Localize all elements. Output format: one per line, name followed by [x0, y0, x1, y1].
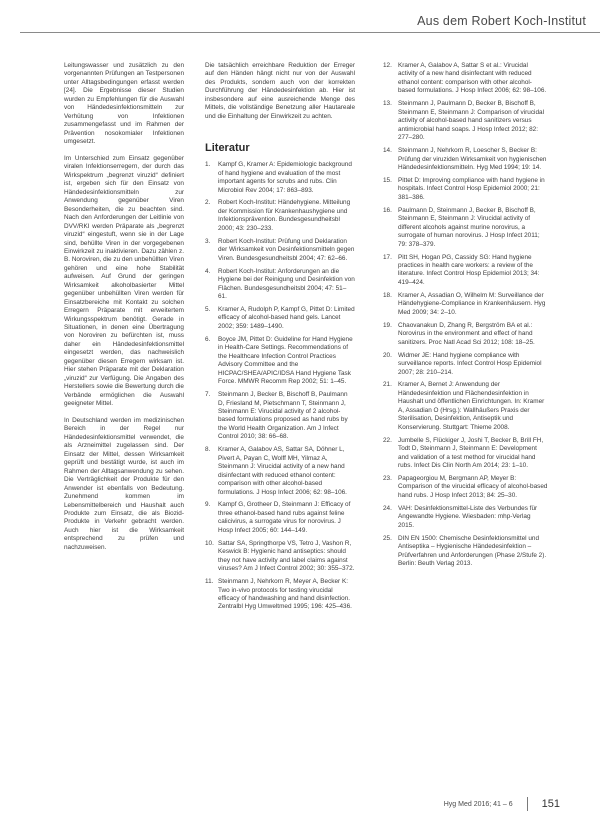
reference-number: 15. — [383, 176, 392, 184]
reference-number: 3. — [205, 237, 211, 245]
reference-number: 6. — [205, 335, 211, 343]
reference-item — [205, 161, 355, 195]
reference-text: Boyce JM, Pittet D: Guideline for Hand Hygiene in Health-Care Settings. Recommendations of the Healthcare Infection Control Practices Advisory Committee and the HICPAC/SHEA/APIC/IDSA Hand Hygiene Task Force. MMWR Recomm Rep 2002; 51: 1–45. — [218, 335, 353, 386]
reference-number: 14. — [383, 147, 392, 155]
reference-number: 24. — [383, 504, 392, 512]
reference-text: Kramer A, Rudolph P, Kampf G, Pittet D: Limited efficacy of alcohol-based hand gels. Lancet 2002; 359: 1489–1490. — [218, 305, 355, 330]
reference-item — [383, 535, 548, 569]
reference-text: Steinmann J, Becker B, Bischoff B, Paulmann D, Friesland M, Pietschmann T, Steinmann J, Steinmann E: Virucidal activity of 2 alcohol-based formulations proposed as hand rubs by the World Health Organization. Am J Infect Control 2010; 38: 66–68. — [218, 391, 348, 441]
reference-item — [383, 505, 548, 530]
reference-text: Kampf G, Kramer A: Epidemiologic background of hand hygiene and evaluation of the most important agents for scrubs and rubs. Clin Microbiol Rev 2004; 17: 863–893. — [218, 161, 352, 194]
reference-text: Sattar SA, Springthorpe VS, Tetro J, Vashon R, Keswick B: Hygienic hand antiseptics: should they not have activity and label claims against viruses? Am J Infect Control 2002; 30: 355–372. — [218, 539, 355, 573]
text-column-right — [383, 62, 548, 573]
reference-number: 2. — [205, 199, 211, 207]
reference-number: 10. — [205, 539, 214, 547]
literatur-heading: Literatur — [205, 142, 250, 155]
reference-item — [205, 578, 355, 612]
reference-text: Kramer A, Assadian O, Wilhelm M: Surveillance der Händehygiene-Compliance in Krankenhäusern. Hyg Med 2009; 34: 2–10. — [398, 291, 546, 316]
page-number: 151 — [541, 798, 560, 810]
reference-text: Jumbelle S, Flückiger J, Joshi T, Becker B, Brill FH, Todt D, Steinmann J, Steinmann E: Development and validation of a test method for virucidal hand rubs. Infect Dis Clin North Am 2014; 23: 1–10. — [398, 436, 544, 470]
reference-item — [383, 100, 548, 142]
running-header: Aus dem Robert Koch-Institut — [417, 14, 586, 28]
reference-number: 12. — [383, 62, 392, 69]
reference-item — [205, 238, 355, 263]
reference-item — [205, 391, 355, 442]
reference-item — [205, 306, 355, 331]
reference-text: Kramer A, Galabov A, Sattar S et al.: Virucidal activity of a new hand disinfectant with reduced ethanol content: comparison with other alcohol-based formulations. J Hosp Infect 2006; 62: 98–106. — [398, 62, 547, 95]
reference-text: Steinmann J, Nehrkorn R, Meyer A, Becker K: Two in-vivo protocols for testing virucidal efficacy of handwashing and hand disinfection. Zentralbl Hyg Umweltmed 1995; 196: 425–436. — [218, 578, 352, 611]
reference-text: Widmer JE: Hand hygiene compliance with surveillance reports. Infect Control Hosp Epidemiol 2007; 28: 210–214. — [398, 351, 542, 376]
reference-text: Paulmann D, Steinmann J, Becker B, Bischoff B, Steinmann E, Steinmann J: Virucidal activity of different alcohols against murine norovirus, a surrogate of human norovirus. J Hosp Infect 2011; 79: 378–379. — [398, 206, 540, 248]
reference-number: 5. — [205, 305, 211, 313]
reference-number: 18. — [383, 291, 392, 299]
reference-text: Kampf G, Grotheer D, Steinmann J: Efficacy of three ethanol-based hand rubs against feline calicivirus, a surrogate virus for norovirus. J Hosp Infect 2005; 60: 144–149. — [218, 501, 351, 534]
reference-text: Pittet D: Improving compliance with hand hygiene in hospitals. Infect Control Hosp Epidemiol 2000; 21: 381–386. — [398, 176, 545, 201]
reference-number: 9. — [205, 501, 211, 509]
reference-item — [383, 292, 548, 317]
reference-item — [205, 501, 355, 535]
reference-item — [383, 207, 548, 249]
reference-text: Steinmann J, Nehrkorn R, Loescher S, Becker B: Prüfung der viruziden Wirksamkeit von hygienischen Händedesinfektionsmitteln. Hyg Med 1994; 19: 14. — [398, 147, 547, 171]
reference-number: 25. — [383, 534, 392, 542]
journal-citation: Hyg Med 2016; 41 – 6 — [443, 800, 513, 808]
reference-number: 20. — [383, 351, 392, 359]
paragraph: In Deutschland werden im medizinischen Bereich in der Regel nur Händedesinfektionsmittel verwendet, die als Arzneimittel zugelassen sind. Der Einsatz der Mittel, dessen Wirksamkeit geprüft und bestätigt wurde, ist auch im Rahmen der Alltagsanwendung zu sehen. Die Verträglichkeit der Produkte für den Anwender ist ebenfalls von Bedeutung. Zunehmend kommen im Lebensmittelbereich und Haushalt auch Produkte zum Einsatz, die als Biozid-Produkte in Verkehr gebracht werden. Auch hier ist die Wirksamkeit entsprechend zu prüfen und nachzuweisen. — [64, 417, 184, 551]
reference-number: 7. — [205, 391, 211, 399]
reference-text: Robert Koch-Institut: Prüfung und Deklaration der Wirksamkeit von Desinfektionsmitteln gegen Viren. Bundesgesundheitsbl 2004; 47: 62–66. — [218, 237, 355, 262]
reference-item — [383, 254, 548, 288]
reference-text: Steinmann J, Paulmann D, Becker B, Bischoff B, Steinmann E, Steinmann J: Comparison of virucidal activity of alcohol-based hand sanitizers versus antimicrobial hand soaps. J Hosp Infect 2012; 82: 277–280. — [398, 100, 544, 142]
reference-number: 13. — [383, 100, 392, 108]
paragraph: Leitungswasser und zusätzlich zu den vorgenannten Prüfungen an Testpersonen unter Alltagsbedingungen erfasst werden [24]. Die Ergebnisse dieser Studien wurden zu Empfehlungen für die Auswahl von Händedesinfektionsmitteln zur Verhütung von Infektionen zusammengefasst und im Rahmen der Prävention nosokomialer Infektionen umgesetzt. — [64, 62, 184, 146]
reference-item — [383, 322, 548, 347]
text-column-left — [64, 62, 184, 561]
reference-text: Robert Koch-Institut: Anforderungen an die Hygiene bei der Reinigung und Desinfektion von Flächen. Bundesgesundheitsbl 2004; 47: 51–61. — [218, 267, 355, 301]
reference-list — [383, 62, 548, 569]
reference-number: 22. — [383, 436, 392, 444]
reference-text: Chaovanakun D, Zhang R, Bergström BA et al.: Norovirus in the environment and effect of hand sanitizers. Proc Natl Acad Sci 2012; 108: 18–25. — [398, 321, 535, 346]
reference-item — [383, 352, 548, 377]
reference-number: 16. — [383, 206, 392, 214]
reference-item — [205, 446, 355, 497]
reference-item — [383, 147, 548, 172]
reference-text: VAH: Desinfektionsmittel-Liste des Verbundes für Angewandte Hygiene. Wiesbaden: mhp-Verlag 2015. — [398, 504, 538, 529]
reference-item — [205, 199, 355, 233]
header-rule — [20, 32, 600, 33]
reference-text: Kramer A, Bernet J: Anwendung der Händedesinfektion und Flächendesinfektion in Haushalt und öffentlichen Einrichtungen. In: Kramer A, Assadian O (Hrsg.): Wallhäußers Praxis der Sterilisation, Desinfektion, Antiseptik und Konservierung. Stuttgart: Thieme 2008. — [398, 381, 545, 431]
paragraph: Die tatsächlich erreichbare Reduktion der Erreger auf den Händen hängt nicht nur von der Auswahl des Produkts, sondern auch von der korrekten Durchführung der Händedesinfektion ab. Hier ist insbesondere auf eine ausreichende Menge des Mittels, die vollständige Benetzung aller Hautareale und die Einhaltung der Einwirkzeit zu achten. — [205, 62, 355, 120]
reference-text: Papageorgiou M, Bergmann AP, Meyer B: Comparison of the virucidal efficacy of alcohol-based hand rubs. J Hosp Infect 2013; 84: 25–30. — [398, 474, 548, 499]
reference-text: Robert Koch-Institut: Händehygiene. Mitteilung der Kommission für Krankenhaushygiene und Infektionsprävention. Bundesgesundheitsbl 2000; 43: 230–233. — [218, 199, 351, 232]
reference-item — [383, 475, 548, 500]
reference-number: 11. — [205, 578, 214, 586]
reference-number: 1. — [205, 161, 211, 169]
reference-item — [383, 62, 548, 96]
reference-number: 4. — [205, 267, 211, 275]
reference-number: 8. — [205, 446, 211, 454]
reference-number: 17. — [383, 253, 392, 261]
reference-item — [205, 336, 355, 387]
reference-number: 19. — [383, 321, 392, 329]
reference-text: Kramer A, Galabov AS, Sattar SA, Döhner L, Pivert A, Payan C, Wolff MH, Yilmaz A, Steinmann J: Virucidal activity of a new hand disinfectant with reduced ethanol content: comparison with other alcohol-based formulations. J Hosp Infect 2006; 62: 98–106. — [218, 446, 347, 496]
reference-number: 23. — [383, 474, 392, 482]
reference-number: 21. — [383, 381, 392, 389]
reference-item — [383, 437, 548, 471]
paragraph: Im Unterschied zum Einsatz gegenüber viralen Infektionserregern, der durch das Wirkspektrum „begrenzt viruzid“ definiert ist, ergeben sich für den Einsatz von Händedesinfektionsmitteln zur Anwendung gegenüber Viren Besonderheiten, die zu beachten sind. Nach den Anforderungen der Leitlinie von DVV/RKI werden Präparate als „begrenzt viruzid“ eingestuft, wenn sie in der Lage sind, behüllte Viren in der vorgegebenen Einwirkzeit zu inaktivieren. Dazu zählen z. B. Noroviren, die zu den unbehüllten Viren gehören und eine hohe Stabilität aufweisen. Auf Grund der geringen Wirksamkeit alkoholbasierter Mittel gegenüber unbehüllten Viren werden für Einsatzbereiche mit Kontakt zu solchen Erregern Präparate mit erweitertem Wirkungsspektrum benötigt. Gerade in Situationen, in denen eine Übertragung von Noroviren zu befürchten ist, muss daher ein Händedesinfektionsmittel eingesetzt werden, das nachweislich gegenüber diesen Erregern wirksam ist. Hier stehen Präparate mit der Deklaration „viruzid“ zur Verfügung. Die Angaben des Herstellers sowie die Bewertung durch die Verbände ermöglichen die Auswahl geeigneter Mittel. — [64, 154, 184, 408]
reference-text: DIN EN 1500: Chemische Desinfektionsmittel und Antiseptika – Hygienische Händedesinfektion – Prüfverfahren und Anforderungen (Phase 2/Stufe 2). Berlin: Beuth Verlag 2013. — [398, 534, 547, 568]
reference-item — [205, 268, 355, 302]
reference-list — [205, 161, 355, 612]
reference-item — [383, 381, 548, 432]
reference-text: Pitt SH, Hogan PG, Cassidy SG: Hand hygiene practices in health care workers: a review of the literature. Infect Control Hosp Epidemiol 2013; 34: 419–424. — [398, 253, 540, 286]
text-column-middle — [205, 62, 355, 616]
footer-divider — [527, 797, 528, 811]
reference-item — [205, 540, 355, 574]
reference-item — [383, 177, 548, 202]
page-footer — [444, 797, 560, 811]
